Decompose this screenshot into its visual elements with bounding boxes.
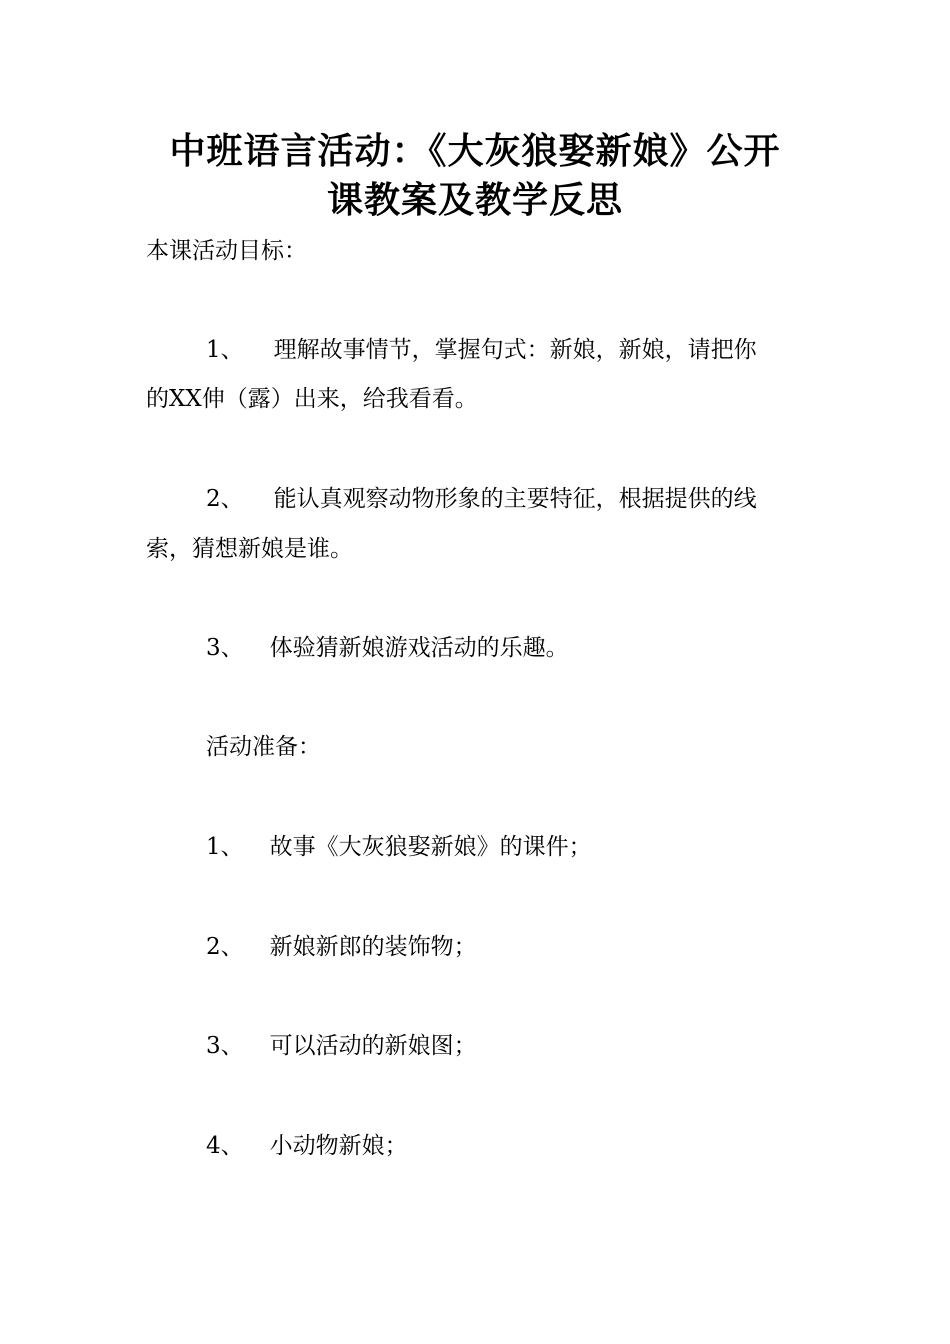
prep-item-2 <box>206 932 477 962</box>
goal-item-1 <box>206 335 757 365</box>
prep-text: 可以活动的新娘图； <box>269 1033 477 1059</box>
prep-heading: 活动准备： <box>206 734 321 760</box>
goal-item-2-continuation: 索，猜想新娘是谁。 <box>146 536 353 562</box>
goal-number: 2、 <box>206 486 244 512</box>
goal-item-2 <box>206 484 757 514</box>
prep-text: 新娘新郎的装饰物； <box>269 934 477 960</box>
prep-text: 小动物新娘； <box>269 1133 408 1159</box>
prep-number: 1、 <box>206 834 244 860</box>
goal-number: 3、 <box>206 635 244 661</box>
prep-item-4 <box>206 1131 408 1161</box>
title-line-2: 课教案及教学反思 <box>326 180 623 221</box>
goal-text: 能认真观察动物形象的主要特征，根据提供的线 <box>273 486 757 512</box>
prep-text: 故事《大灰狼娶新娘》的课件； <box>269 834 592 860</box>
prep-item-1 <box>206 832 592 862</box>
goal-number: 1、 <box>206 337 244 363</box>
goals-heading: 本课活动目标： <box>146 238 307 264</box>
prep-number: 4、 <box>206 1133 244 1159</box>
goal-item-1-continuation: 的XX伸（露）出来，给我看看。 <box>146 386 478 412</box>
goal-item-3 <box>206 633 569 663</box>
title-line-1: 中班语言活动：《大灰狼娶新娘》公开 <box>169 131 781 172</box>
goal-text: 理解故事情节，掌握句式：新娘，新娘，请把你 <box>273 337 757 363</box>
prep-item-3 <box>206 1031 477 1061</box>
goal-text: 体验猜新娘游戏活动的乐趣。 <box>269 635 569 661</box>
prep-number: 2、 <box>206 934 244 960</box>
prep-number: 3、 <box>206 1033 244 1059</box>
